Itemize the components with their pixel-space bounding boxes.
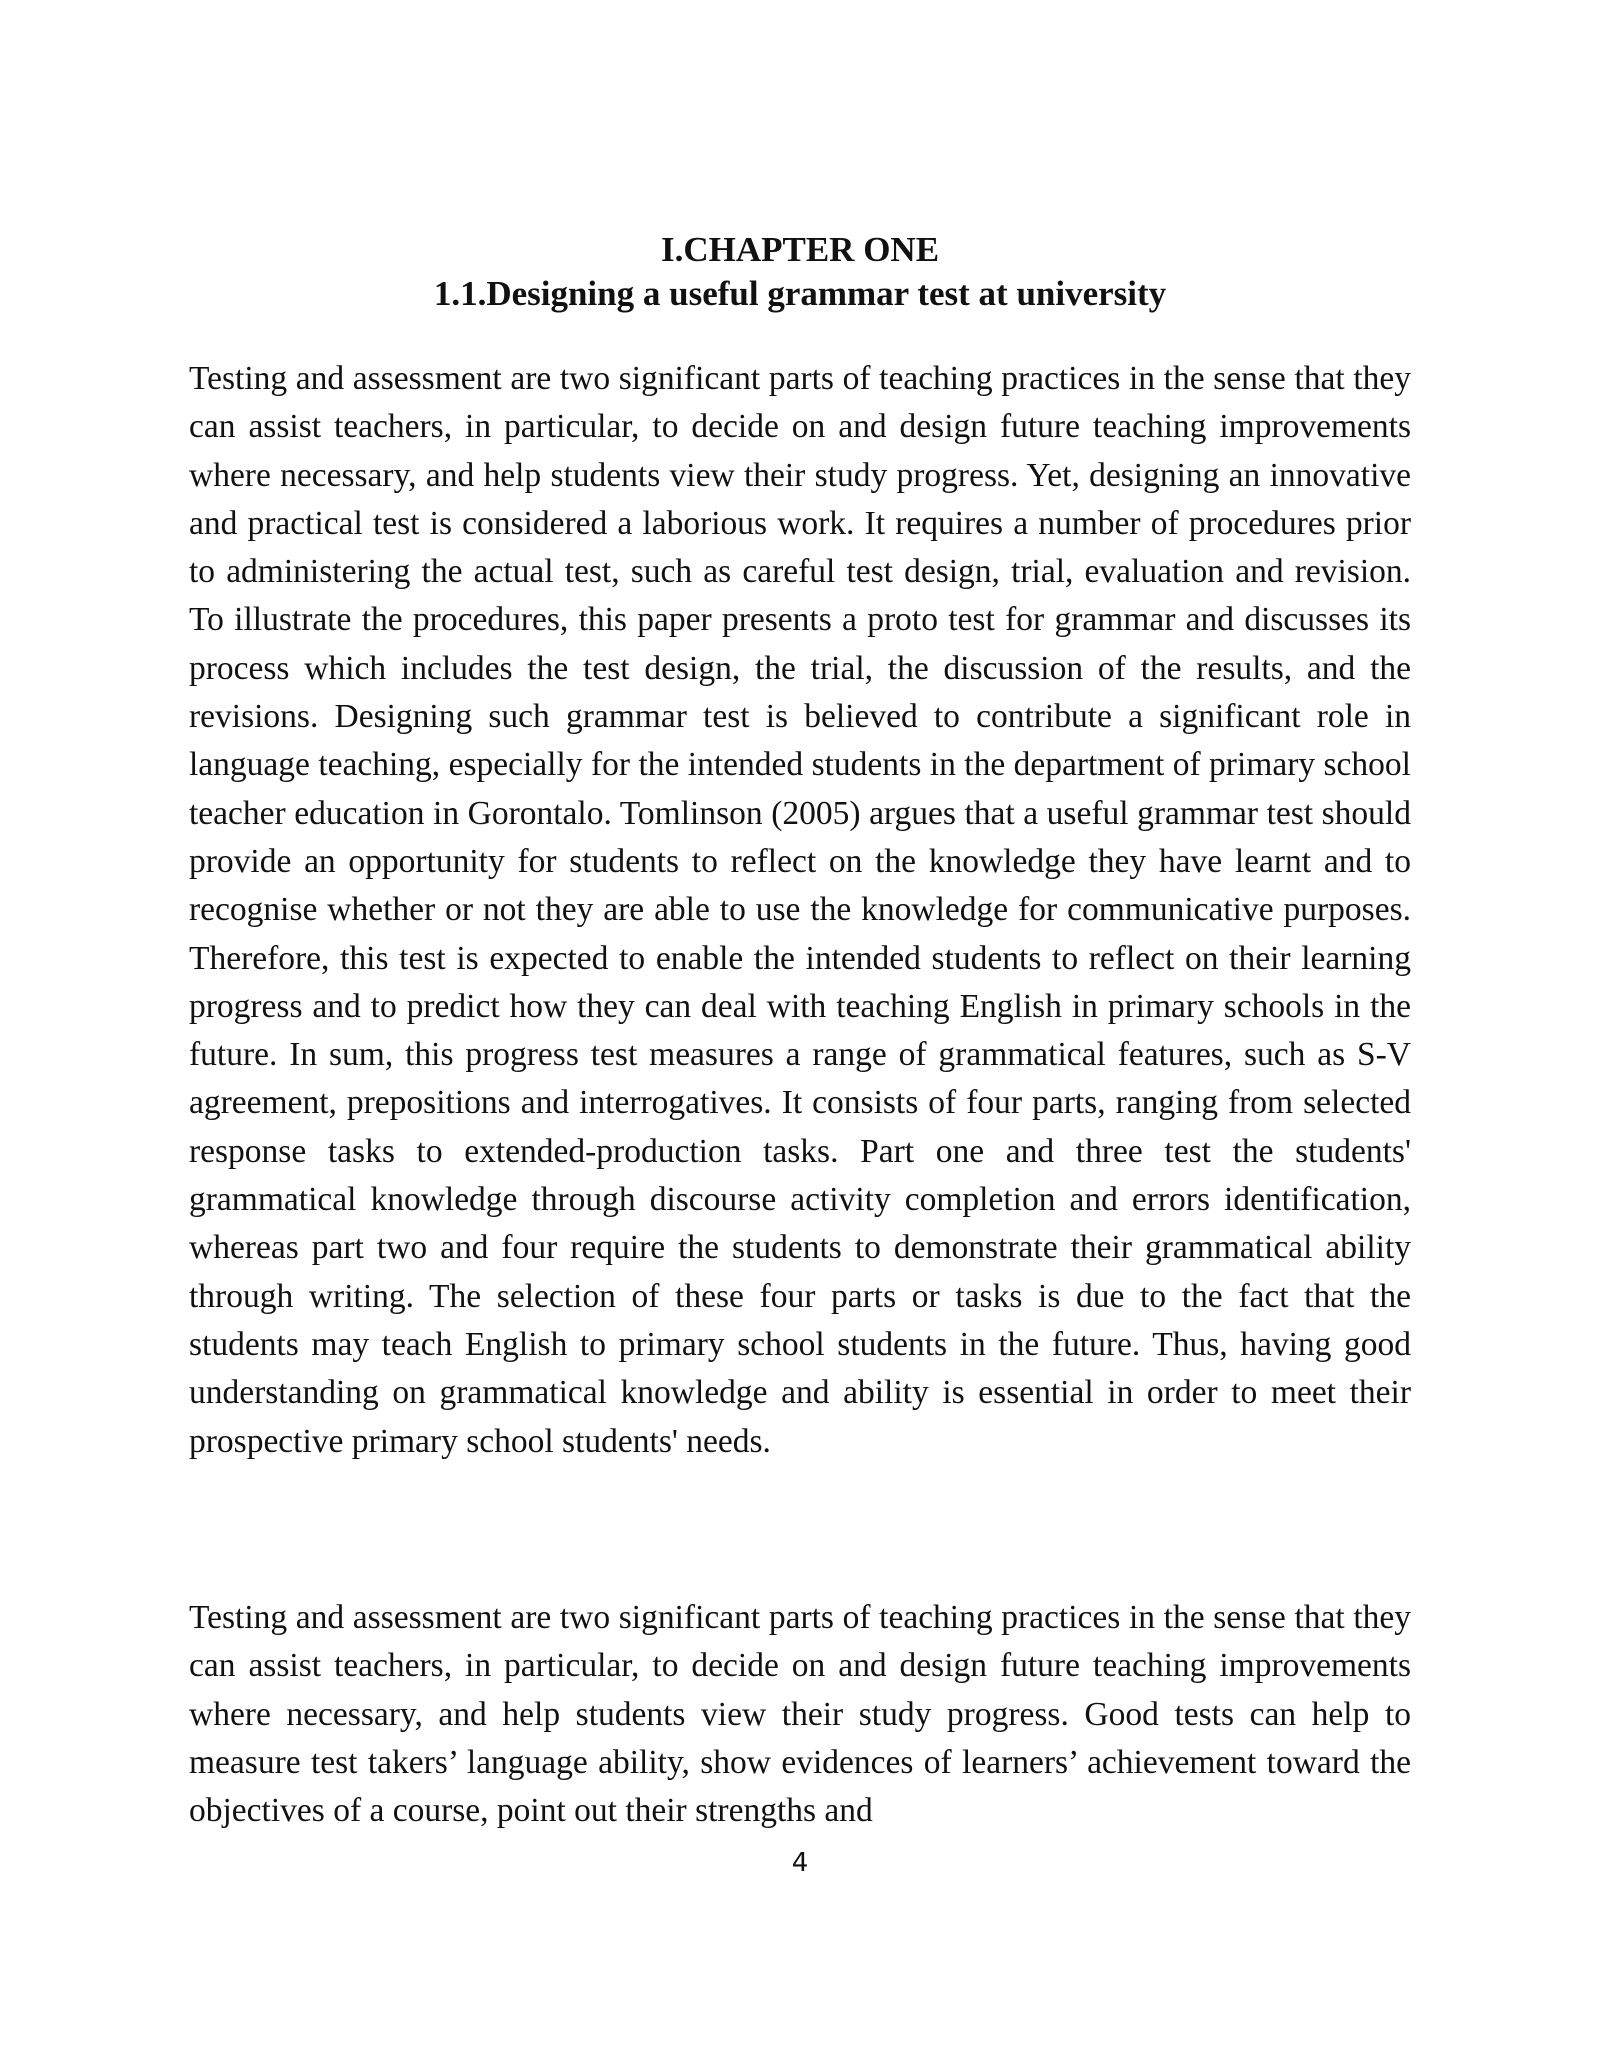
page-number: 4 [791, 1848, 809, 1878]
body-paragraph-1: Testing and assessment are two significant parts of teaching practices in the sense that they can assist teachers, in particular, to decide on and design future teaching improvements where necessary, and help students view their study progress. Yet, designing an innovative and practical test is considered a laborious work. It requires a number of procedures prior to administering the actual test, such as careful test design, trial, evaluation and revision. To illustrate the procedures, this paper presents a proto test for grammar and discusses its process which includes the test design, the trial, the discussion of the results, and the revisions. Designing such grammar test is believed to contribute a significant role in language teaching, especially for the intended students in the department of primary school teacher education in Gorontalo. Tomlinson (2005) argues that a useful grammar test should provide an opportunity for students to reflect on the knowledge they have learnt and to recognise whether or not they are able to use the knowledge for communicative purposes. Therefore, this test is expected to enable the intended students to reflect on their learning progress and to predict how they can deal with teaching English in primary schools in the future. In sum, this progress test measures a range of grammatical features, such as S-V agreement, prepositions and interrogatives. It consists of four parts, ranging from selected response tasks to extended-production tasks. Part one and three test the students' grammatical knowledge through discourse activity completion and errors identification, whereas part two and four require the students to demonstrate their grammatical ability through writing. The selection of these four parts or tasks is due to the fact that the students may teach English to primary school students in the future. Thus, having good understanding on grammatical knowledge and ability is essential in order to meet their prospective primary school students' needs. [189, 360, 1411, 1460]
chapter-title: I.CHAPTER ONE [660, 230, 940, 269]
heading-block [0, 228, 1600, 316]
body-paragraph-2: Testing and assessment are two significant parts of teaching practices in the sense that they can assist teachers, in particular, to decide on and design future teaching improvements where necessary, and help students view their study progress. Good tests can help to measure test takers’ language ability, show evidences of learners’ achievement toward the objectives of a course, point out their strengths and [189, 1599, 1411, 1830]
section-title: 1.1.Designing a useful grammar test at university [433, 274, 1167, 313]
